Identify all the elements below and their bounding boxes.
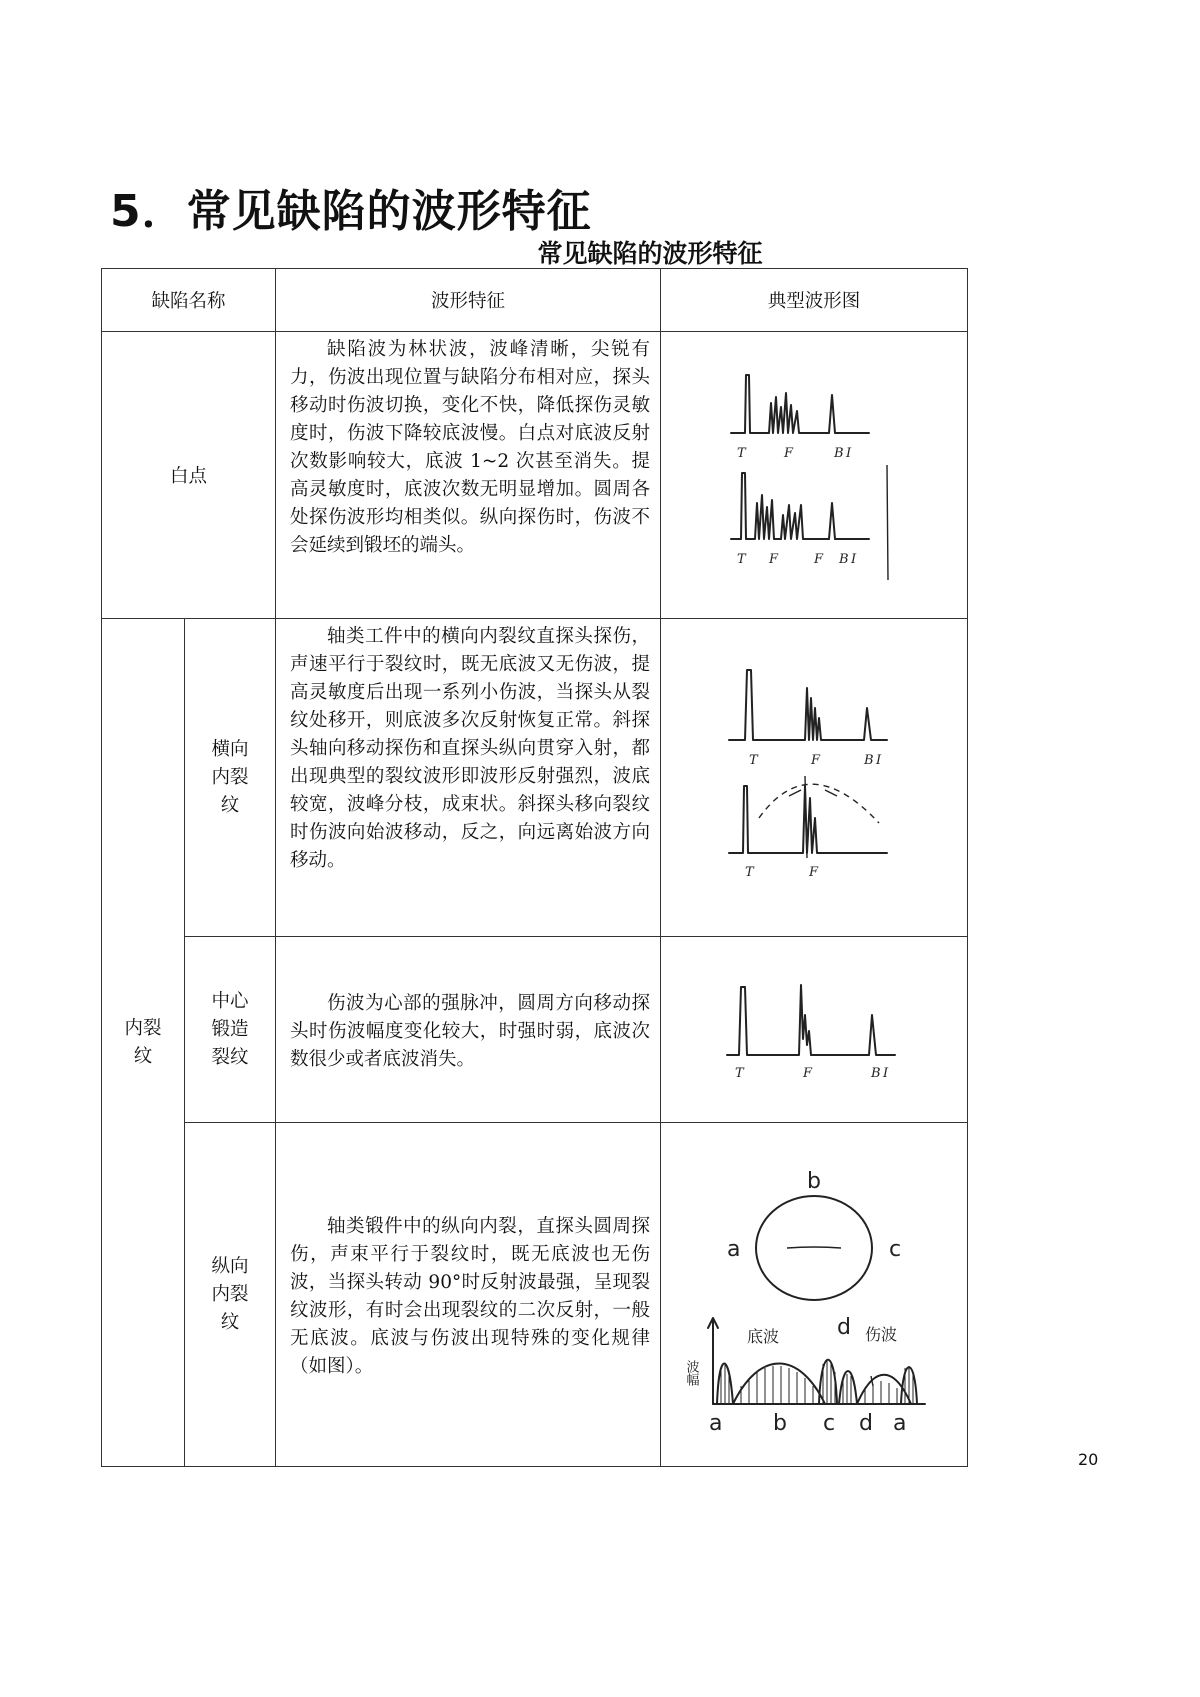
- svg-text:底波: 底波: [747, 1326, 780, 1346]
- svg-text:F: F: [811, 752, 821, 768]
- header-defect-name: 缺陷名称: [102, 269, 276, 332]
- page-number: 20: [1078, 1450, 1099, 1469]
- waveform-figure-white-spot: [661, 332, 968, 619]
- svg-text:I: I: [851, 552, 857, 567]
- svg-text:F: F: [809, 864, 819, 880]
- svg-text:I: I: [883, 1065, 889, 1081]
- table-row: [102, 332, 968, 619]
- defect-desc-white-spot: 缺陷波为林状波，波峰清晰，尖锐有力，伤波出现位置与缺陷分布相对应，探头移动时伤波切换，变化不快，降低探伤灵敏度时，伤波下降较底波慢。白点对底波反射次数影响较大，底波 1~2 次甚至消失。提高灵敏度时，底波次数无明显增加。圆周各处探伤波形均相类似。纵向探伤时，伤波不会延续到锻坯的端头。: [276, 332, 661, 619]
- svg-text:a: a: [709, 1410, 723, 1436]
- defect-desc-longitudinal-crack: 轴类锻件中的纵向内裂，直探头圆周探伤，声束平行于裂纹时，既无底波也无伤波，当探头转动 90°时反射波最强，呈现裂纹波形，有时会出现裂纹的二次反射，一般无底波。底波与伤波出现特殊的变化规律（如图）。: [276, 1123, 661, 1467]
- defect-waveform-table: [101, 268, 968, 1467]
- waveform-figure-transverse-crack: [661, 619, 968, 937]
- svg-text:T: T: [745, 864, 754, 880]
- svg-text:I: I: [846, 446, 852, 461]
- svg-text:b: b: [773, 1410, 787, 1436]
- svg-text:T: T: [737, 446, 746, 461]
- svg-text:T: T: [749, 752, 758, 768]
- defect-name-longitudinal-crack: 纵向内裂纹: [185, 1123, 276, 1467]
- waveform-figure-longitudinal-crack: [661, 1123, 968, 1467]
- defect-name-center-forging-crack: 中心锻造裂纹: [185, 937, 276, 1123]
- svg-text:波幅: 波幅: [683, 1359, 699, 1386]
- defect-group-internal-crack: 内裂纹: [102, 619, 185, 1467]
- svg-text:B: B: [834, 446, 844, 461]
- svg-text:d: d: [859, 1410, 873, 1436]
- defect-name-transverse-crack: 横向内裂纹: [185, 619, 276, 937]
- table-row: [102, 1123, 968, 1467]
- svg-text:伤波: 伤波: [865, 1324, 898, 1344]
- transverse-crack-waveform-sketch: [719, 658, 909, 898]
- table-row: [102, 619, 968, 937]
- svg-text:F: F: [814, 552, 824, 567]
- svg-text:c: c: [823, 1410, 836, 1436]
- hatch-pattern: [721, 1360, 913, 1404]
- header-typical-waveform: 典型波形图: [661, 269, 968, 332]
- defect-name-white-spot: 白点: [102, 332, 276, 619]
- defect-desc-transverse-crack: 轴类工件中的横向内裂纹直探头探伤，声速平行于裂纹时，既无底波又无伤波，提高灵敏度后出现一系列小伤波，当探头从裂纹处移开，则底波多次反射恢复正常。斜探头轴向移动探伤和直探头纵向贯穿入射，都出现典型的裂纹波形即波形反射强烈，波底较宽，波峰分枝，成束状。斜探头移向裂纹时伤波向始波移动，反之，向远离始波方向移动。: [276, 619, 661, 937]
- longitudinal-crack-waveform-sketch: [683, 1150, 939, 1440]
- svg-text:B: B: [871, 1065, 881, 1081]
- svg-text:d: d: [837, 1314, 851, 1340]
- svg-text:c: c: [889, 1236, 902, 1262]
- svg-text:F: F: [769, 552, 779, 567]
- svg-text:B: B: [864, 752, 874, 768]
- header-waveform-features: 波形特征: [276, 269, 661, 332]
- svg-text:I: I: [876, 752, 882, 768]
- svg-text:F: F: [784, 446, 794, 461]
- svg-text:F: F: [803, 1065, 813, 1081]
- section-heading: 5．常见缺陷的波形特征: [110, 186, 592, 237]
- defect-desc-center-forging-crack: 伤波为心部的强脉冲，圆周方向移动探头时伤波幅度变化较大，时强时弱，底波次数很少或者底波消失。: [276, 937, 661, 1123]
- svg-text:B: B: [839, 552, 849, 567]
- table-caption: 常见缺陷的波形特征: [537, 239, 763, 268]
- svg-text:T: T: [737, 552, 746, 567]
- waveform-figure-center-forging-crack: [661, 937, 968, 1123]
- table-row: [102, 937, 968, 1123]
- svg-text:b: b: [807, 1168, 821, 1194]
- white-spot-waveform-sketch: [719, 355, 909, 595]
- center-forging-crack-waveform-sketch: [719, 975, 909, 1085]
- svg-text:T: T: [735, 1065, 744, 1081]
- table-header-row: [102, 269, 968, 332]
- svg-text:a: a: [893, 1410, 907, 1436]
- svg-text:a: a: [727, 1236, 741, 1262]
